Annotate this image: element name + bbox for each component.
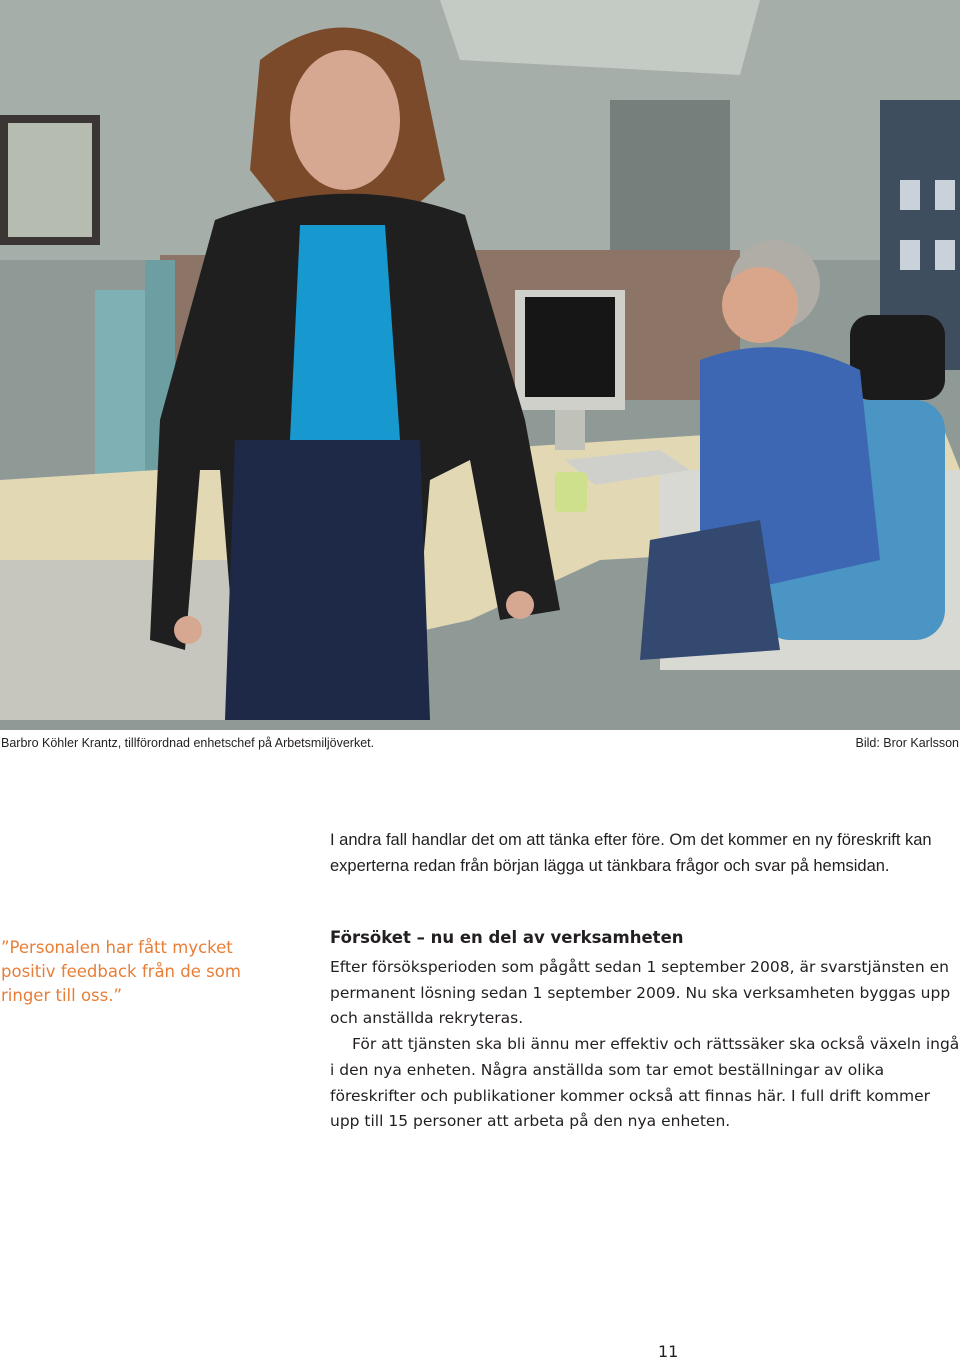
body-paragraph: För att tjänsten ska bli ännu mer effektiv och rättssäker ska också växeln ingå i den nya enheten. Några anställda som tar emot beställningar av olika föreskrifter och publikationer kommer också att finnas här. I full drift kommer upp till 15 personer att arbeta på den nya enheten. [330, 1035, 960, 1131]
body-paragraph: Efter försöksperioden som pågått sedan 1 september 2008, är svarstjänsten en permanent lösning sedan 1 september 2009. Nu ska verksamheten byggas upp och anställda rekryteras. [330, 958, 951, 1028]
page-number: 11 [658, 1342, 679, 1361]
photo-caption: Barbro Köhler Krantz, tillförordnad enhetschef på Arbetsmiljöverket. [1, 736, 375, 750]
intro-paragraph: I andra fall handlar det om att tänka efter före. Om det kommer en ny föreskrift kan experterna redan från början lägga ut tänkbara frågor och svar på hemsidan. [330, 831, 932, 875]
pull-quote: ”Personalen har fått mycket positiv feedback från de som ringer till oss.” [1, 938, 241, 1005]
section-heading: Försöket – nu en del av verksamheten [330, 928, 684, 947]
section-body [330, 955, 960, 1135]
photo-credit: Bild: Bror Karlsson [855, 736, 959, 750]
